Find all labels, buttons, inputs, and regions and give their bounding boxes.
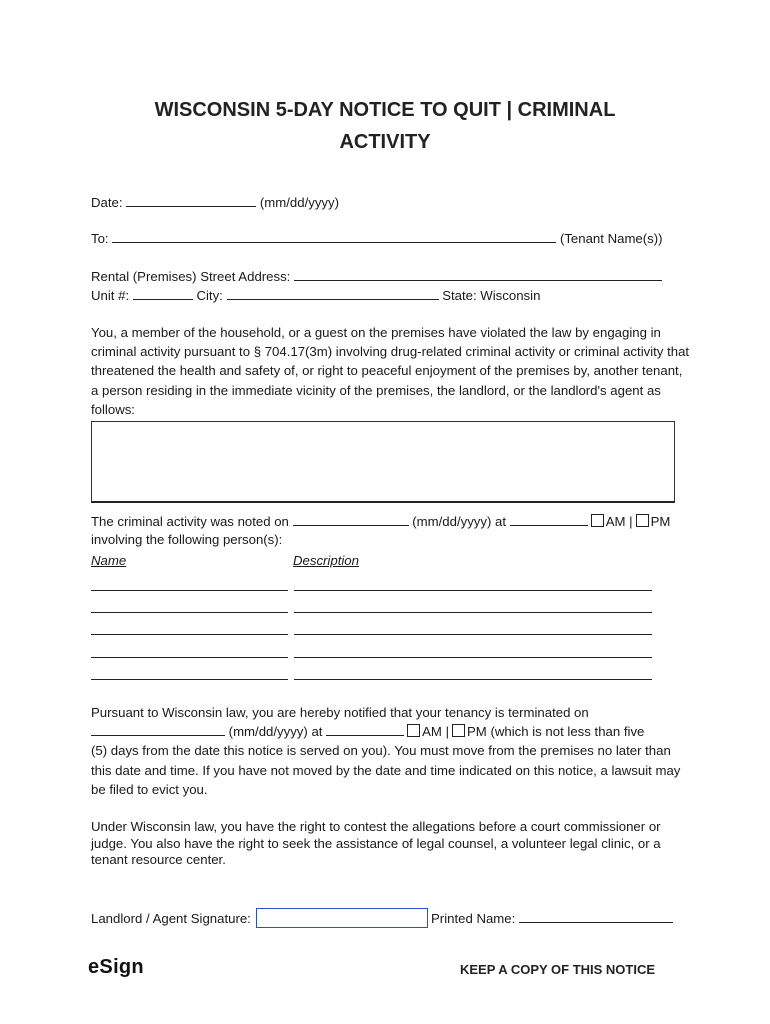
person-name-input[interactable] (91, 590, 288, 591)
date-input[interactable] (126, 194, 256, 207)
termination-date-input[interactable] (91, 723, 225, 736)
termination-line-1: Pursuant to Wisconsin law, you are hereby notified that your tenancy is terminated on (91, 705, 589, 720)
noted-time-input[interactable] (510, 513, 588, 526)
esign-logo: eSign (88, 956, 144, 978)
city-label: City: (196, 288, 223, 303)
person-name-input[interactable] (91, 612, 288, 613)
person-description-input[interactable] (294, 612, 652, 613)
unit-input[interactable] (133, 287, 193, 300)
printed-name-row (431, 909, 673, 928)
noted-am-checkbox[interactable] (591, 514, 604, 527)
signature-label: Landlord / Agent Signature: (91, 911, 251, 926)
termination-pm-label: PM (which is not less than five (467, 724, 645, 739)
termination-mid: (mm/dd/yyyy) at (228, 724, 323, 739)
noted-row (91, 512, 670, 531)
termination-pm-checkbox[interactable] (452, 724, 465, 737)
tenant-name-hint: (Tenant Name(s)) (559, 231, 663, 246)
city-input[interactable] (227, 287, 439, 300)
noted-date-input[interactable] (293, 513, 409, 526)
rights-paragraph: Under Wisconsin law, you have the right to contest the allegations before a court commissioner or judge. You also have the right to seek the assistance of legal counsel, a volunteer legal clinic, or a tenant resource center. (91, 819, 661, 867)
title-line-1: WISCONSIN 5-DAY NOTICE TO QUIT | CRIMINAL (154, 99, 616, 121)
person-description-input[interactable] (294, 634, 652, 635)
unit-label: Unit #: (91, 288, 130, 303)
noted-am-label: AM | (605, 514, 633, 529)
noted-pm-label: PM (650, 514, 671, 529)
termination-am-checkbox[interactable] (407, 724, 420, 737)
noted-pm-checkbox[interactable] (636, 514, 649, 527)
person-name-input[interactable] (91, 634, 288, 635)
person-description-input[interactable] (294, 590, 652, 591)
violation-paragraph: You, a member of the household, or a guest on the premises have violated the law by engaging in criminal activity pursuant to § 704.17(3m) involving drug-related criminal activity or criminal activity that threatened the health and safety of, or right to peaceful enjoyment of the premises by, another tenant, a person residing in the immediate vicinity of the premises, the landlord, or the landlord's agent as follows: (91, 325, 690, 417)
termination-line-2 (91, 722, 644, 741)
street-address-input[interactable] (294, 268, 662, 281)
date-label: Date: (91, 195, 123, 210)
state-text: State: Wisconsin (442, 288, 541, 303)
date-format-hint: (mm/dd/yyyy) (259, 195, 339, 210)
title-line-2: ACTIVITY (339, 131, 431, 153)
printed-name-input[interactable] (519, 910, 673, 923)
termination-time-input[interactable] (326, 723, 404, 736)
name-column-header: Name (91, 553, 127, 568)
termination-am-label: AM | (422, 724, 450, 739)
signature-field[interactable] (256, 908, 428, 928)
noted-middle: (mm/dd/yyyy) at (412, 514, 507, 529)
description-column-header: Description (293, 553, 359, 568)
person-description-input[interactable] (294, 679, 652, 680)
person-name-input[interactable] (91, 657, 288, 658)
street-address-row (91, 267, 662, 286)
to-label: To: (91, 231, 109, 246)
unit-city-row (91, 286, 540, 305)
noted-prefix: The criminal activity was noted on (91, 514, 289, 529)
termination-rest: (5) days from the date this notice is served on you). You must move from the premises no later than this date and time. If you have not moved by the date and time indicated on this notice, a lawsuit may be filed to evict you. (91, 743, 681, 797)
person-description-input[interactable] (294, 657, 652, 658)
date-row (91, 193, 339, 212)
document-title (90, 94, 680, 158)
printed-name-label: Printed Name: (431, 911, 516, 926)
activity-description-box[interactable] (91, 421, 675, 503)
person-name-input[interactable] (91, 679, 288, 680)
street-address-label: Rental (Premises) Street Address: (91, 269, 291, 284)
keep-copy-notice: KEEP A COPY OF THIS NOTICE (460, 962, 656, 977)
tenant-name-input[interactable] (112, 230, 556, 243)
noted-line-2: involving the following person(s): (91, 532, 283, 547)
to-row (91, 229, 663, 248)
